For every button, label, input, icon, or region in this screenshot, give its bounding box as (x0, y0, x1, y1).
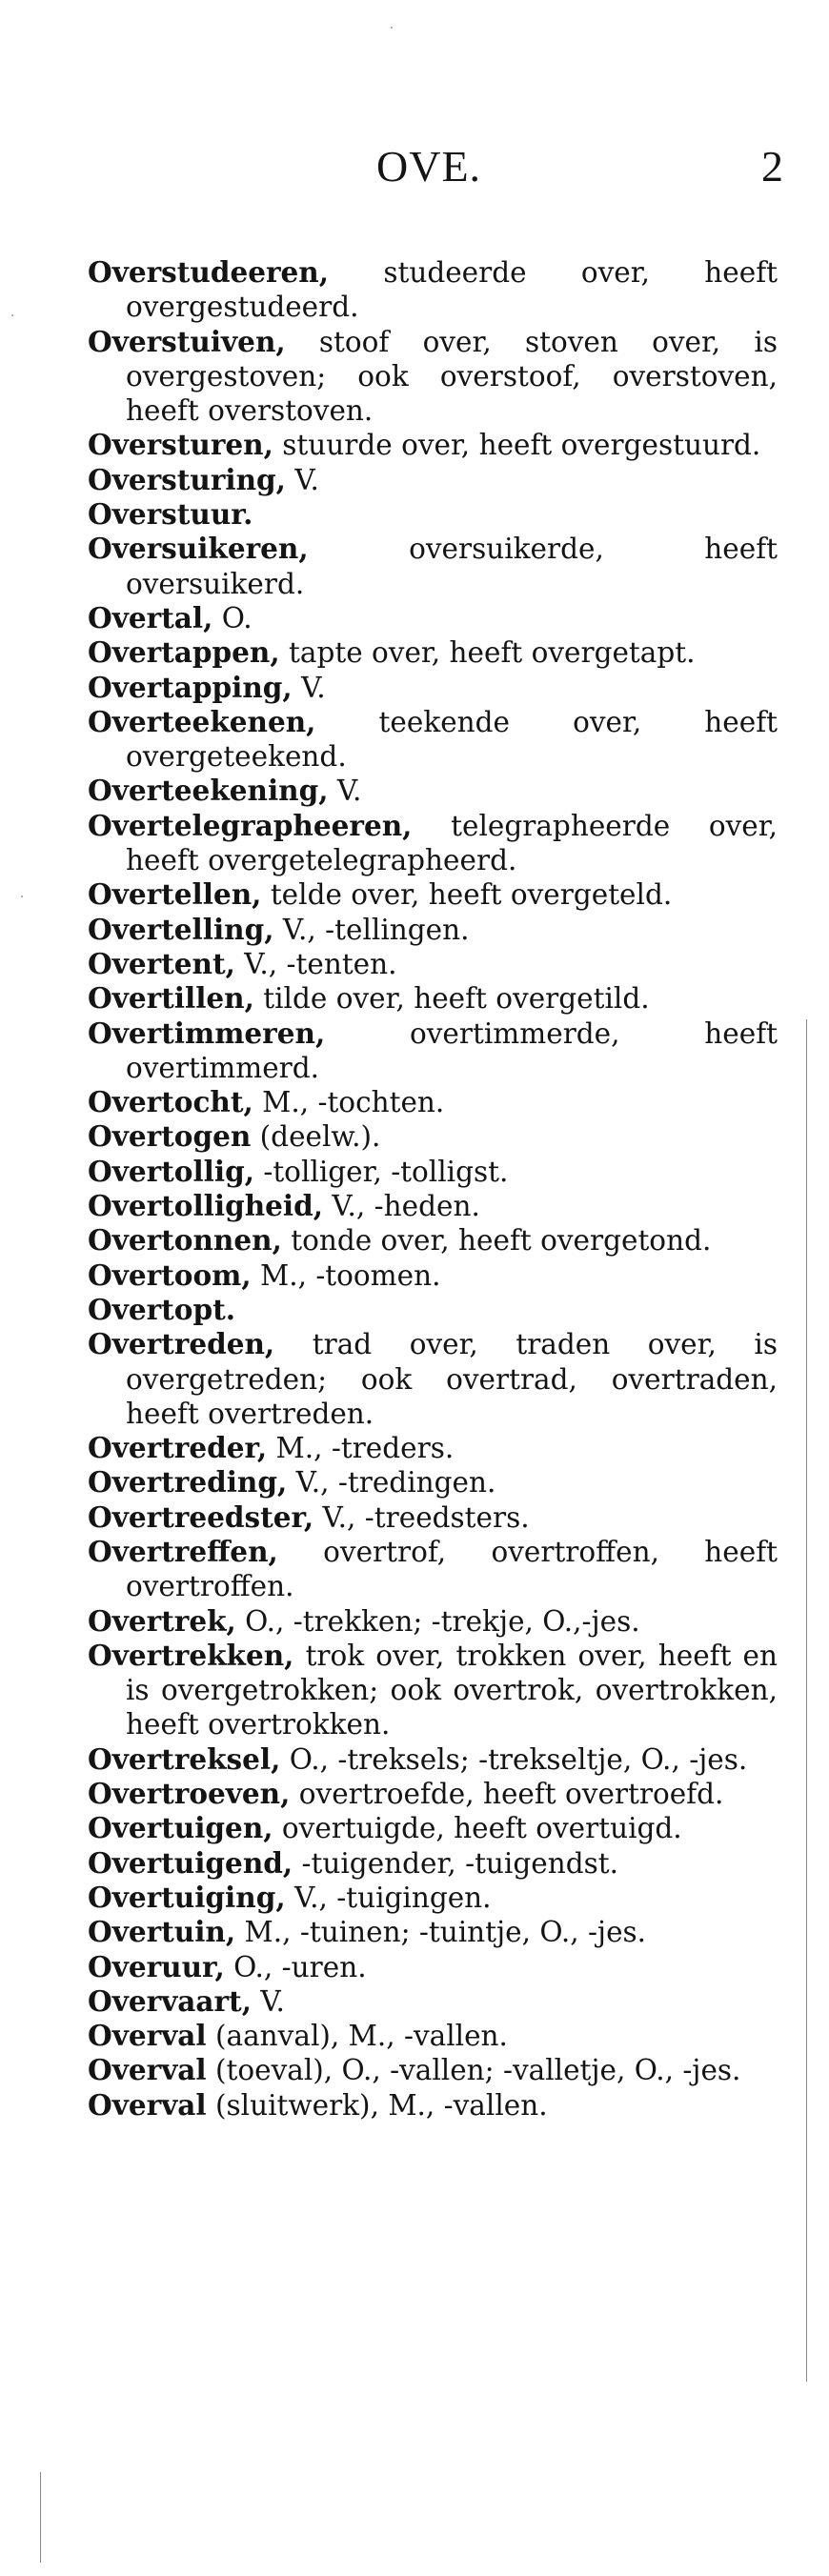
entry-definition: V. (292, 671, 326, 704)
entry-headword: Overteekenen, (88, 704, 316, 738)
entry-definition: trad over, traden over, is overgetreden; ook overtrad, overtraden, heeft overtreden. (126, 1328, 778, 1430)
dictionary-entry (88, 1846, 778, 1881)
entry-headword: Overstudeeren, (88, 255, 330, 289)
page-header (0, 141, 829, 198)
entry-definition: M., -treders. (267, 1432, 455, 1465)
entry-definition: V., -treedsters. (313, 1500, 530, 1534)
entry-definition: M., -tuinen; -tuintje, O., -jes. (235, 1916, 647, 1949)
entry-headword: Overtreding, (88, 1465, 288, 1499)
entry-definition: V. (328, 775, 362, 808)
margin-rule (806, 1019, 807, 2382)
entry-headword: Overtapping, (88, 670, 293, 704)
entry-definition: stoof over, stoven over, is overgestoven; ook overstoof, overstoven, heeft overstoven. (126, 325, 778, 428)
entry-headword: Overval (88, 2087, 207, 2122)
entry-headword: Oversuikeren, (88, 532, 309, 566)
entry-headword: Overtreder, (88, 1431, 268, 1465)
running-head-word: OVE. (376, 142, 482, 191)
dictionary-entry (88, 1223, 778, 1258)
entry-definition: oversuikerde, heeft oversuikerd. (126, 533, 778, 600)
entry-headword: Overtuin, (88, 1915, 236, 1949)
dictionary-entry (88, 774, 778, 808)
entry-definition: (deelw.). (251, 1120, 381, 1154)
dictionary-entry (88, 463, 778, 497)
dictionary-entry (88, 1950, 778, 1984)
entry-definition: M., -tochten. (253, 1086, 445, 1119)
dictionary-entry (88, 1881, 778, 1915)
entry-definition: telde over, heeft overgeteld. (261, 878, 673, 912)
entry-headword: Overuur, (88, 1949, 225, 1983)
entry-headword: Overtonnen, (88, 1223, 282, 1258)
entry-definition: V., -tellingen. (273, 913, 470, 946)
entry-headword: Overtimmeren, (88, 1016, 326, 1050)
entry-headword: Overtreedster, (88, 1499, 314, 1534)
speck (391, 27, 393, 29)
entry-headword: Overtreffen, (88, 1534, 278, 1568)
entry-definition: V., -heden. (323, 1190, 480, 1223)
entry-headword: Overtogen (88, 1119, 252, 1154)
entry-definition: -tuigender, -tuigendst. (293, 1846, 618, 1880)
entry-headword: Overtillen, (88, 981, 254, 1016)
entry-definition: tonde over, heeft overgetond. (281, 1224, 712, 1258)
entry-definition: O., -uren. (224, 1950, 367, 1983)
entry-headword: Overteekening, (88, 774, 329, 808)
dictionary-entry (88, 532, 778, 601)
dictionary-entry (88, 2053, 778, 2087)
dictionary-entry (88, 1085, 778, 1119)
entry-headword: Overtuigend, (88, 1845, 293, 1880)
dictionary-entry (88, 1258, 778, 1293)
entry-definition: stuurde over, heeft overgestuurd. (273, 429, 761, 462)
entry-headword: Overtopt. (88, 1292, 235, 1326)
dictionary-entry (88, 705, 778, 775)
dictionary-entry (88, 809, 778, 878)
dictionary-entry (88, 1016, 778, 1086)
entry-headword: Overtappen, (88, 635, 280, 670)
entry-headword: Overtellen, (88, 877, 262, 912)
dictionary-entry (88, 1915, 778, 1949)
dictionary-entry (88, 947, 778, 981)
entry-definition: overtroefde, heeft overtroefd. (290, 1778, 724, 1811)
dictionary-entry (88, 428, 778, 462)
dictionary-entry (88, 2019, 778, 2053)
dictionary-entry (88, 1189, 778, 1223)
entry-definition: tapte over, heeft overgetapt. (279, 636, 696, 670)
entry-definition: tilde over, heeft overgetild. (253, 982, 650, 1016)
dictionary-entry (88, 635, 778, 670)
dictionary-entry (88, 1293, 778, 1327)
entry-headword: Overtoom, (88, 1258, 252, 1292)
dictionary-entry (88, 1327, 778, 1431)
entry-definition: O. (212, 601, 253, 634)
entry-definition: teekende over, heeft overgeteekend. (126, 705, 778, 774)
entry-definition: V. (285, 463, 319, 496)
entry-headword: Overstuur. (88, 497, 253, 532)
dictionary-entry (88, 1155, 778, 1189)
entry-headword: Overtuiging, (88, 1880, 286, 1914)
entry-headword: Overtelegrapheeren, (88, 808, 413, 842)
entry-headword: Oversturen, (88, 428, 273, 462)
speck (21, 896, 23, 897)
dictionary-entry (88, 1500, 778, 1535)
dictionary-entry (88, 255, 778, 325)
margin-rule (40, 2472, 41, 2563)
entry-definition: (sluitwerk), M., -vallen. (206, 2088, 548, 2122)
entry-headword: Overtelling, (88, 912, 274, 946)
entry-list (88, 255, 778, 2123)
entry-definition: V., -tredingen. (287, 1466, 496, 1499)
entry-headword: Overvaart, (88, 1983, 252, 2018)
dictionary-entry (88, 1777, 778, 1811)
dictionary-entry (88, 1535, 778, 1604)
entry-definition: trok over, trokken over, heeft en is overgetrokken; ook overtrok, overtrokken, heeft overtrokken. (126, 1639, 778, 1741)
entry-definition: overtrof, overtroffen, heeft overtroffen. (126, 1535, 778, 1603)
entry-headword: Oversturing, (88, 462, 286, 496)
entry-definition: overtimmerde, heeft overtimmerd. (126, 1016, 778, 1084)
entry-headword: Overval (88, 2019, 207, 2053)
entry-headword: Overtolligheid, (88, 1189, 324, 1223)
dictionary-entry (88, 671, 778, 705)
dictionary-entry (88, 2088, 778, 2123)
entry-headword: Overtal, (88, 600, 213, 634)
entry-headword: Overval (88, 2053, 207, 2087)
dictionary-entry (88, 325, 778, 429)
entry-headword: Overtrek, (88, 1603, 236, 1638)
dictionary-entry (88, 497, 778, 532)
entry-definition: V., -tuigingen. (285, 1881, 492, 1914)
entry-definition: (toeval), O., -vallen; -valletje, O., -jes. (206, 2054, 741, 2087)
entry-headword: Overtocht, (88, 1085, 253, 1119)
entry-headword: Overtollig, (88, 1154, 254, 1188)
dictionary-entry (88, 601, 778, 635)
entry-definition: O., -trekken; -trekje, O.,-jes. (235, 1604, 640, 1638)
entry-definition: O., -treksels; -trekseltje, O., -jes. (280, 1742, 748, 1776)
dictionary-entry (88, 1742, 778, 1777)
entry-headword: Overtreksel, (88, 1741, 281, 1776)
entry-headword: Overtreden, (88, 1327, 275, 1361)
entry-definition: overtuigde, heeft overtuigd. (273, 1812, 682, 1845)
entry-definition: M., -toomen. (251, 1258, 441, 1292)
dictionary-entry (88, 877, 778, 912)
entry-definition: -tolliger, -tolligst. (253, 1155, 509, 1188)
dictionary-entry (88, 1811, 778, 1845)
dictionary-entry (88, 1639, 778, 1742)
dictionary-entry (88, 1465, 778, 1499)
entry-headword: Overtuigen, (88, 1811, 273, 1845)
entry-definition: V., -tenten. (234, 947, 397, 980)
dictionary-entry (88, 981, 778, 1016)
entry-headword: Overtroeven, (88, 1777, 291, 1811)
entry-definition: telegrapheerde over, heeft overgetelegrapheerd. (126, 809, 778, 877)
page-number: 2 (761, 142, 783, 191)
entry-headword: Overstuiven, (88, 324, 286, 358)
dictionary-entry (88, 1431, 778, 1465)
entry-definition: studeerde over, heeft overgestudeerd. (126, 256, 778, 324)
entry-definition: V. (251, 1984, 285, 2018)
dictionary-entry (88, 913, 778, 947)
dictionary-entry (88, 1119, 778, 1154)
speck (11, 314, 13, 316)
entry-headword: Overtent, (88, 946, 235, 980)
entry-definition: (aanval), M., -vallen. (206, 2020, 508, 2053)
dictionary-entry (88, 1984, 778, 2019)
entry-headword: Overtrekken, (88, 1638, 294, 1672)
dictionary-entry (88, 1604, 778, 1639)
